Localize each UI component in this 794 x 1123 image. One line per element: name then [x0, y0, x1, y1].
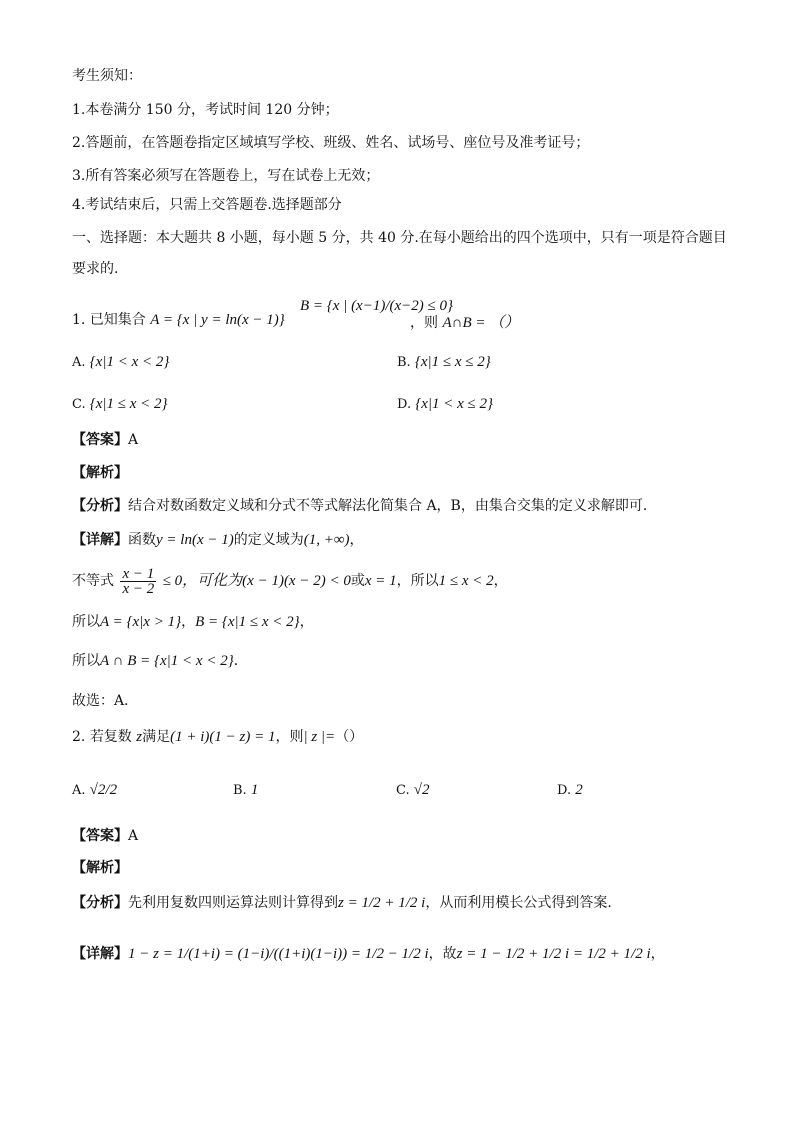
question-2-stem — [72, 727, 363, 747]
notice-item: 4.考试结束后，只需上交答题卷.选择题部分 — [72, 197, 342, 213]
text: ， — [650, 946, 665, 962]
option-value: √2 — [413, 782, 430, 798]
question-text: ，则 — [275, 729, 304, 745]
analysis-label: 【解析】 — [72, 465, 128, 481]
text: 的定义域为 — [233, 532, 304, 548]
text: ，从而利用模长公式得到答案. — [425, 895, 612, 911]
fenxi-text: 结合对数函数定义域和分式不等式解法化简集合 A，B，由集合交集的定义求解即可． — [128, 498, 657, 514]
question-text: 若复数 — [89, 729, 132, 745]
notice-title: 考生须知： — [72, 68, 142, 84]
detail-line-4 — [72, 651, 248, 671]
formula: | z |= — [303, 729, 336, 745]
text: 所以 — [72, 653, 100, 669]
option-label: B. — [233, 783, 247, 798]
fenxi-tag: 【分析】 — [72, 895, 128, 911]
option-value: {x|1 ≤ x < 2} — [89, 396, 168, 412]
formula: A ∩ B = {x|1 < x < 2} — [100, 653, 234, 669]
question-text: 已知集合 — [89, 312, 146, 328]
question-text: 满足 — [142, 729, 171, 745]
text: 或 — [350, 573, 365, 589]
option-label: D. — [557, 783, 572, 798]
notice-item: 3.所有答案必须写在答题卷上，写在试卷上无效； — [72, 168, 380, 184]
text: ， — [299, 614, 314, 630]
question-number: 1. — [72, 312, 86, 328]
formula: ≤ 0，可化为 — [162, 573, 243, 589]
answer-line — [72, 826, 138, 846]
analysis-label: 【解析】 — [72, 860, 128, 876]
section-heading-cont: 要求的. — [72, 261, 119, 277]
option-a[interactable] — [72, 352, 169, 373]
option-value: 1 — [250, 782, 259, 798]
fenxi-line — [72, 893, 612, 913]
formula: (1 + i)(1 − z) = 1 — [170, 729, 276, 745]
formula: x = 1 — [364, 573, 397, 589]
option-label: B. — [397, 355, 411, 370]
fenxi-tag: 【分析】 — [72, 498, 128, 514]
text: ， — [349, 532, 364, 548]
option-value: {x|1 < x ≤ 2} — [415, 396, 494, 412]
option-label: A. — [72, 783, 86, 798]
option-c[interactable] — [72, 394, 168, 415]
option-value: √2/2 — [89, 782, 118, 798]
formula: y = ln(x − 1) — [156, 532, 234, 548]
answer-value: A — [128, 432, 139, 448]
detail-tag: 【详解】 — [72, 946, 128, 962]
text: ，所以 — [396, 573, 439, 589]
answer-tag: 【答案】 — [72, 432, 128, 448]
formula: z = 1 − 1/2 + 1/2 i = 1/2 + 1/2 i — [456, 946, 651, 962]
blank: （） — [335, 729, 364, 745]
question-1-stem — [72, 310, 285, 330]
option-label: D. — [397, 397, 412, 412]
formula: z = 1/2 + 1/2 i — [338, 895, 426, 911]
formula: (1, +∞) — [303, 532, 350, 548]
option-value: {x|1 < x < 2} — [89, 354, 170, 370]
answer-tag: 【答案】 — [72, 828, 128, 844]
question-text: ，则 — [410, 315, 438, 331]
option-d[interactable] — [557, 780, 583, 801]
option-d[interactable] — [397, 394, 493, 415]
analysis-tag — [72, 858, 128, 878]
text: ． — [233, 653, 248, 669]
option-b[interactable] — [397, 352, 491, 373]
question-number: 2. — [72, 729, 86, 745]
detail-line-3 — [72, 612, 314, 632]
ask-formula: A∩B = （） — [442, 315, 520, 331]
formula: 1 − z = 1/(1+i) = (1−i)/((1+i)(1−i)) = 1/2 − 1/2 i — [128, 946, 429, 962]
fraction: $\frac{x - 1}{x - 2}$ — [122, 565, 155, 597]
formula: B = {x|1 ≤ x < 2} — [195, 614, 300, 630]
analysis-tag — [72, 463, 128, 483]
option-value: 2 — [575, 782, 583, 798]
answer-line — [72, 430, 138, 450]
text: 先利用复数四则运算法则计算得到 — [128, 895, 338, 911]
set-b-expr: B = {x | (x−1)/(x−2) ≤ 0} — [300, 298, 454, 314]
formula: 1 ≤ x < 2 — [438, 573, 494, 589]
option-value: {x|1 ≤ x ≤ 2} — [414, 354, 491, 370]
detail-line — [72, 944, 665, 964]
text: ， — [493, 573, 508, 589]
detail-tag: 【详解】 — [72, 532, 128, 548]
variable: z — [136, 729, 143, 745]
option-label: C. — [396, 783, 410, 798]
option-c[interactable] — [396, 780, 430, 801]
text: ，故 — [428, 946, 457, 962]
detail-line-2 — [72, 566, 508, 596]
notice-item: 2.答题前，在答题卷指定区域填写学校、班级、姓名、试场号、座位号及准考证号； — [72, 135, 590, 151]
answer-value: A — [128, 828, 139, 844]
formula: (x − 1)(x − 2) < 0 — [242, 573, 351, 589]
set-a-formula: A = {x | y = ln(x − 1)} — [150, 312, 285, 328]
fenxi-line — [72, 496, 657, 516]
section-heading: 一、选择题：本大题共 8 小题，每小题 5 分，共 40 分.在每小题给出的四个选项中，只有一项是符合题目 — [72, 230, 727, 246]
text: 函数 — [128, 532, 156, 548]
option-label: C. — [72, 397, 86, 412]
text: 所以 — [72, 614, 100, 630]
text: 不等式 — [72, 573, 114, 589]
detail-line-1 — [72, 530, 364, 550]
formula: A = {x|x > 1} — [100, 614, 182, 630]
option-a[interactable] — [72, 780, 117, 801]
notice-item: 1.本卷满分 150 分，考试时间 120 分钟； — [72, 102, 339, 118]
text: ， — [181, 614, 196, 630]
option-b[interactable] — [233, 780, 258, 801]
question-1-ask — [410, 313, 519, 333]
option-label: A. — [72, 355, 86, 370]
conclusion: 故选：A． — [72, 693, 139, 709]
